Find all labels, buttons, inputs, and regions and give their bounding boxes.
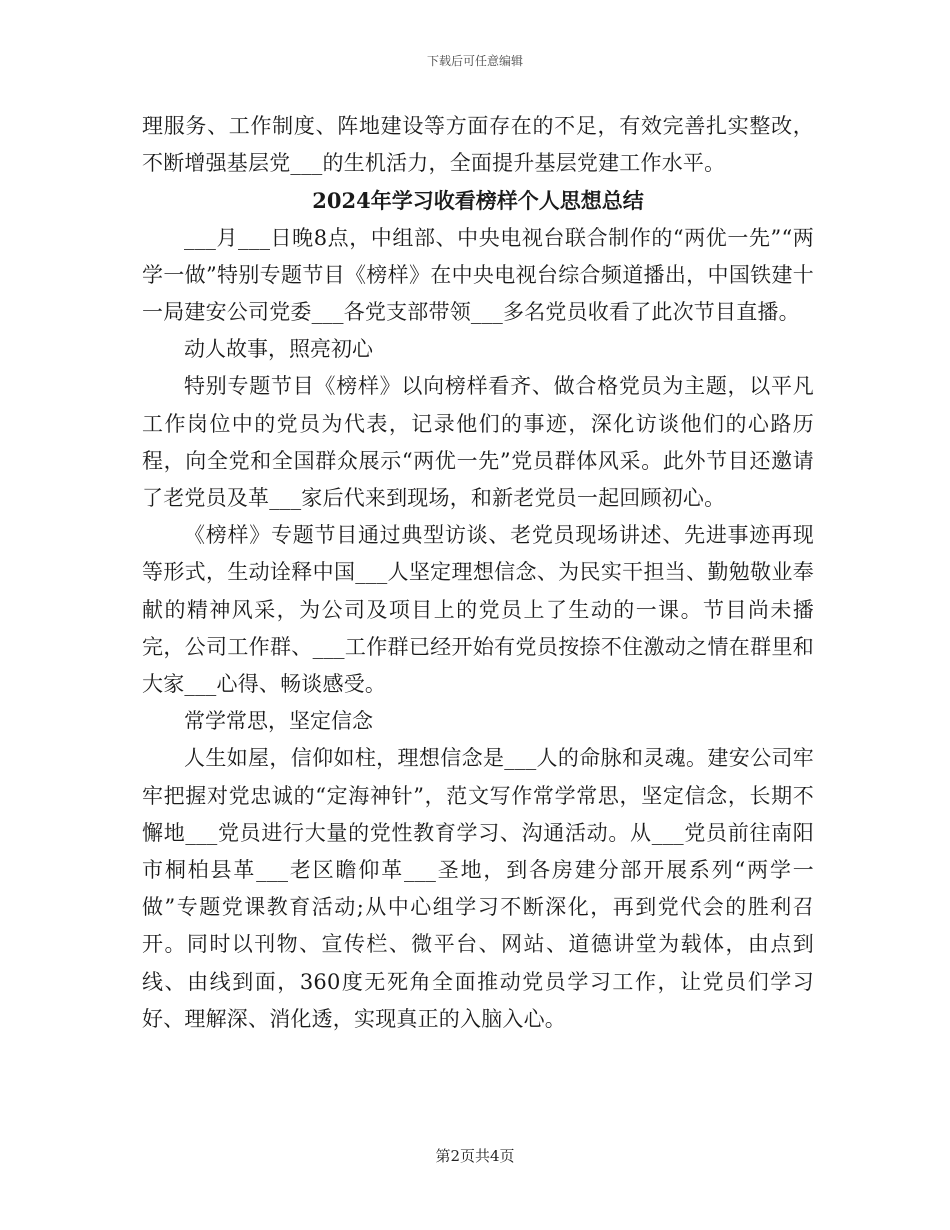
subheading-beliefs: 常学常思，坚定信念 (184, 709, 373, 734)
page-number: 第2页共4页 (435, 1147, 515, 1165)
paragraph-broadcast: ___月___日晚8点，中组部、中央电视台联合制作的“两优一先”“两学一做”特别专题节目《榜样》在中央电视台综合频道播出，中国铁建十一局建安公司党委___各党支部带领___多名党员收看了此次节目直播。 (142, 225, 814, 325)
page-header-note: 下载后可任意编辑 (426, 54, 523, 68)
document-title: 2024年学习收看榜样个人思想总结 (312, 188, 644, 214)
paragraph-program-format: 《榜样》专题节目通过典型访谈、老党员现场讲述、先进事迹再现等形式，生动诠释中国___人坚定理想信念、为民实干担当、勤勉敬业奉献的精神风采，为公司及项目上的党员上了生动的一课。节目尚未播完，公司工作群、___工作群已经开始有党员按捺不住激动之情在群里和大家___心得、畅谈感受。 (142, 523, 814, 697)
paragraph-continuation: 理服务、工作制度、阵地建设等方面存在的不足，有效完善扎实整改，不断增强基层党___的生机活力，全面提升基层党建工作水平。 (142, 114, 814, 176)
subheading-stories: 动人故事，照亮初心 (184, 337, 373, 362)
document-body (142, 108, 814, 1038)
paragraph-program-theme: 特别专题节目《榜样》以向榜样看齐、做合格党员为主题，以平凡工作岗位中的党员为代表，记录他们的事迹，深化访谈他们的心路历程，向全党和全国群众展示“两优一先”党员群体风采。此外节目还邀请了老党员及革___家后代来到现场，和新老党员一起回顾初心。 (142, 374, 814, 511)
paragraph-study-activities: 人生如屋，信仰如柱，理想信念是___人的命脉和灵魂。建安公司牢牢把握对党忠诚的“定海神针”，范文写作常学常思，坚定信念，长期不懈地___党员进行大量的党性教育学习、沟通活动。从___党员前往南阳市桐柏县革___老区瞻仰革___圣地，到各房建分部开展系列“两学一做”专题党课教育活动;从中心组学习不断深化，再到党代会的胜利召开。同时以刊物、宣传栏、微平台、网站、道德讲堂为载体，由点到线、由线到面，360度无死角全面推动党员学习工作，让党员们学习好、理解深、消化透，实现真正的入脑入心。 (142, 746, 814, 1031)
